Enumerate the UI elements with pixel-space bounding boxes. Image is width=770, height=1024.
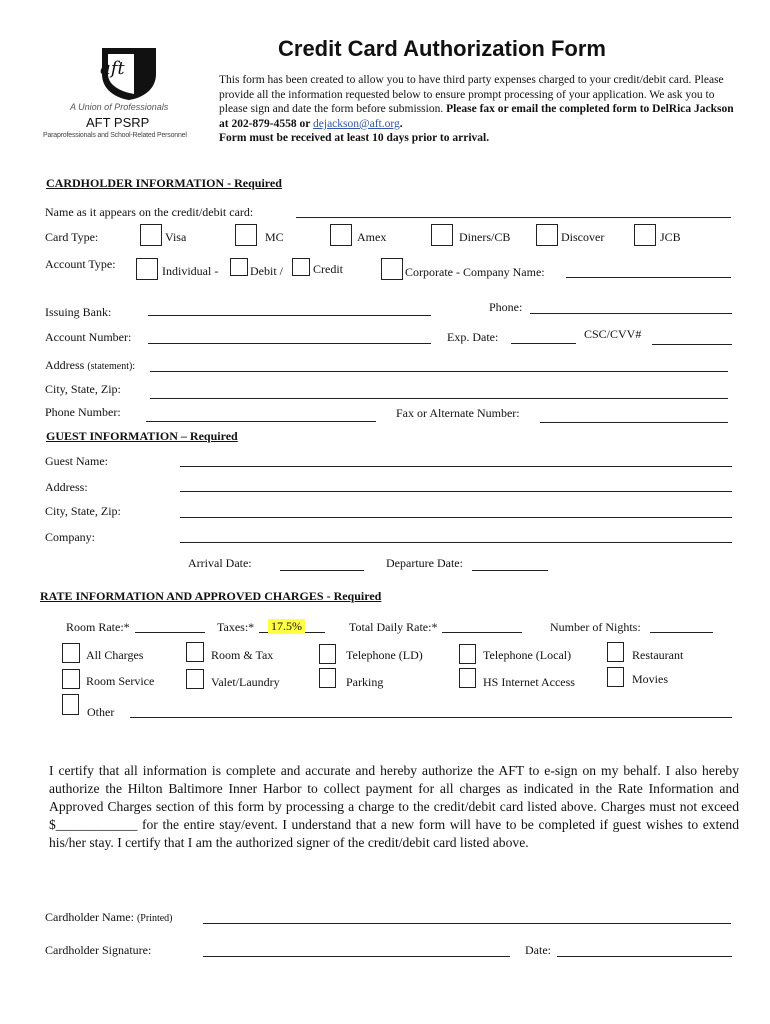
diners-label: Diners/CB xyxy=(459,230,511,244)
intro-deadline: Form must be received at least 10 days prior to arrival. xyxy=(219,132,490,145)
company-name-field[interactable] xyxy=(566,277,731,278)
guest-name-field[interactable] xyxy=(180,466,732,467)
restaurant-label: Restaurant xyxy=(632,648,684,662)
parking-label: Parking xyxy=(346,675,384,689)
address-note: (statement): xyxy=(87,361,136,372)
intro-paragraph xyxy=(219,73,739,146)
arrival-date-field[interactable] xyxy=(280,570,364,571)
valet-laundry-label: Valet/Laundry xyxy=(211,675,280,689)
taxes-value: 17.5% xyxy=(268,619,305,634)
exp-date-field[interactable] xyxy=(511,343,576,344)
mc-label: MC xyxy=(265,230,284,244)
guest-company-label: Company: xyxy=(45,530,95,544)
debit-label: Debit / xyxy=(250,264,283,278)
logo-name: AFT PSRP xyxy=(86,115,150,130)
amex-label: Amex xyxy=(357,230,387,244)
signature-date-field[interactable] xyxy=(557,956,732,957)
logo-mark: aft xyxy=(100,58,125,79)
certification-statement: I certify that all information is complete and accurate and hereby authorize the AFT to e-sign on my behalf. I also hereby authorize the Hilton Baltimore Inner Harbor to collect payment for all charges as indicated in the Rate Information and Approved Charges section of this form by processing a charge to the credit/debit card listed above. Charges must not exceed $____________ for the entire stay/event. I understand that a new form will have to be completed if guest wishes to extend his/her stay. I certify that I am the authorized signer of the credit/debit card listed above. xyxy=(49,763,739,850)
fax-field[interactable] xyxy=(540,422,728,423)
mc-checkbox[interactable] xyxy=(235,224,257,246)
all-charges-label: All Charges xyxy=(86,648,144,662)
other-checkbox[interactable] xyxy=(62,694,79,715)
taxes-label: Taxes:* xyxy=(217,620,255,634)
exp-date-label: Exp. Date: xyxy=(447,330,499,344)
all-charges-checkbox[interactable] xyxy=(62,643,80,663)
card-type-label: Card Type: xyxy=(45,230,99,244)
total-daily-rate-label: Total Daily Rate:* xyxy=(349,620,438,634)
cardholder-name-label: Name as it appears on the credit/debit card: xyxy=(45,205,254,219)
signature-date-label: Date: xyxy=(525,943,551,957)
csc-label: CSC/CVV# xyxy=(584,327,642,341)
guest-city-field[interactable] xyxy=(180,517,732,518)
cardholder-printed-name-label xyxy=(45,910,173,925)
address-field[interactable] xyxy=(150,371,728,372)
restaurant-checkbox[interactable] xyxy=(607,642,624,662)
amex-checkbox[interactable] xyxy=(330,224,352,246)
diners-checkbox[interactable] xyxy=(431,224,453,246)
guest-address-label: Address: xyxy=(45,480,88,494)
corporate-checkbox[interactable] xyxy=(381,258,403,280)
other-label: Other xyxy=(87,705,115,719)
issuing-bank-label: Issuing Bank: xyxy=(45,305,112,319)
city-state-zip-label: City, State, Zip: xyxy=(45,382,121,396)
email-link[interactable]: dejackson@aft.org xyxy=(313,117,400,130)
arrival-date-label: Arrival Date: xyxy=(188,556,252,570)
number-of-nights-label: Number of Nights: xyxy=(550,620,641,634)
csc-field[interactable] xyxy=(652,344,732,345)
room-tax-label: Room & Tax xyxy=(211,648,274,662)
city-state-zip-field[interactable] xyxy=(150,398,728,399)
discover-checkbox[interactable] xyxy=(536,224,558,246)
cardholder-name-field[interactable] xyxy=(296,217,731,218)
departure-date-label: Departure Date: xyxy=(386,556,463,570)
discover-label: Discover xyxy=(561,230,605,244)
credit-label: Credit xyxy=(313,262,343,276)
guest-city-label: City, State, Zip: xyxy=(45,504,121,518)
account-number-field[interactable] xyxy=(148,343,431,344)
valet-laundry-checkbox[interactable] xyxy=(186,669,204,689)
number-of-nights-field[interactable] xyxy=(650,632,713,633)
other-field[interactable] xyxy=(130,717,732,718)
aft-logo xyxy=(43,40,200,140)
hs-internet-checkbox[interactable] xyxy=(459,668,476,688)
parking-checkbox[interactable] xyxy=(319,668,336,688)
individual-checkbox[interactable] xyxy=(136,258,158,280)
telephone-ld-label: Telephone (LD) xyxy=(346,648,423,662)
cardholder-signature-field[interactable] xyxy=(203,956,510,957)
guest-name-label: Guest Name: xyxy=(45,454,108,468)
bank-phone-field[interactable] xyxy=(530,313,732,314)
issuing-bank-field[interactable] xyxy=(148,315,431,316)
hs-internet-label: HS Internet Access xyxy=(483,675,575,689)
fax-label: Fax or Alternate Number: xyxy=(396,406,520,420)
corporate-label: Corporate - Company Name: xyxy=(405,265,545,279)
credit-checkbox[interactable] xyxy=(292,258,310,276)
rate-heading: RATE INFORMATION AND APPROVED CHARGES - Required xyxy=(40,589,382,603)
phone-label: Phone: xyxy=(489,300,523,314)
account-number-label: Account Number: xyxy=(45,330,132,344)
telephone-local-label: Telephone (Local) xyxy=(483,648,572,662)
address-label-text: Address xyxy=(45,358,85,372)
visa-checkbox[interactable] xyxy=(140,224,162,246)
room-tax-checkbox[interactable] xyxy=(186,642,204,662)
guest-address-field[interactable] xyxy=(180,491,732,492)
logo-subtitle: Paraprofessionals and School-Related Personnel xyxy=(43,132,187,139)
movies-label: Movies xyxy=(632,672,668,686)
phone-number-field[interactable] xyxy=(146,421,376,422)
individual-label: Individual - xyxy=(162,264,219,278)
account-type-label: Account Type: xyxy=(45,257,116,271)
logo-tagline: A Union of Professionals xyxy=(70,102,169,112)
printed-note: (Printed) xyxy=(136,913,173,924)
total-daily-rate-field[interactable] xyxy=(442,632,522,633)
address-label xyxy=(45,358,135,373)
room-service-checkbox[interactable] xyxy=(62,669,80,689)
cardholder-signature-label: Cardholder Signature: xyxy=(45,943,152,957)
cardholder-printed-name-field[interactable] xyxy=(203,923,731,924)
page-title: Credit Card Authorization Form xyxy=(278,36,606,61)
guest-company-field[interactable] xyxy=(180,542,732,543)
telephone-ld-checkbox[interactable] xyxy=(319,644,336,664)
visa-label: Visa xyxy=(165,230,187,244)
telephone-local-checkbox[interactable] xyxy=(459,644,476,664)
intro-bold-end: . xyxy=(399,117,403,130)
guest-heading: GUEST INFORMATION – Required xyxy=(46,429,238,443)
room-rate-field[interactable] xyxy=(135,632,205,633)
jcb-label: JCB xyxy=(660,230,681,244)
cardholder-heading: CARDHOLDER INFORMATION - Required xyxy=(46,176,282,190)
intro-bold: Please fax or email the completed form to DelRica Jackson at 202-879-4558 or xyxy=(219,103,734,130)
cardholder-name-label: Cardholder Name: xyxy=(45,910,134,924)
movies-checkbox[interactable] xyxy=(607,667,624,687)
jcb-checkbox[interactable] xyxy=(634,224,656,246)
room-rate-label: Room Rate:* xyxy=(66,620,130,634)
room-service-label: Room Service xyxy=(86,674,155,688)
departure-date-field[interactable] xyxy=(472,570,548,571)
debit-checkbox[interactable] xyxy=(230,258,248,276)
intro-text: This form has been created to allow you to have third party expenses charged to your credit/debit card. Please provide all the information requested below to ensure prompt processing of your application. We ask you to please sign and date the form before submission. xyxy=(219,74,724,116)
phone-number-label: Phone Number: xyxy=(45,405,121,419)
